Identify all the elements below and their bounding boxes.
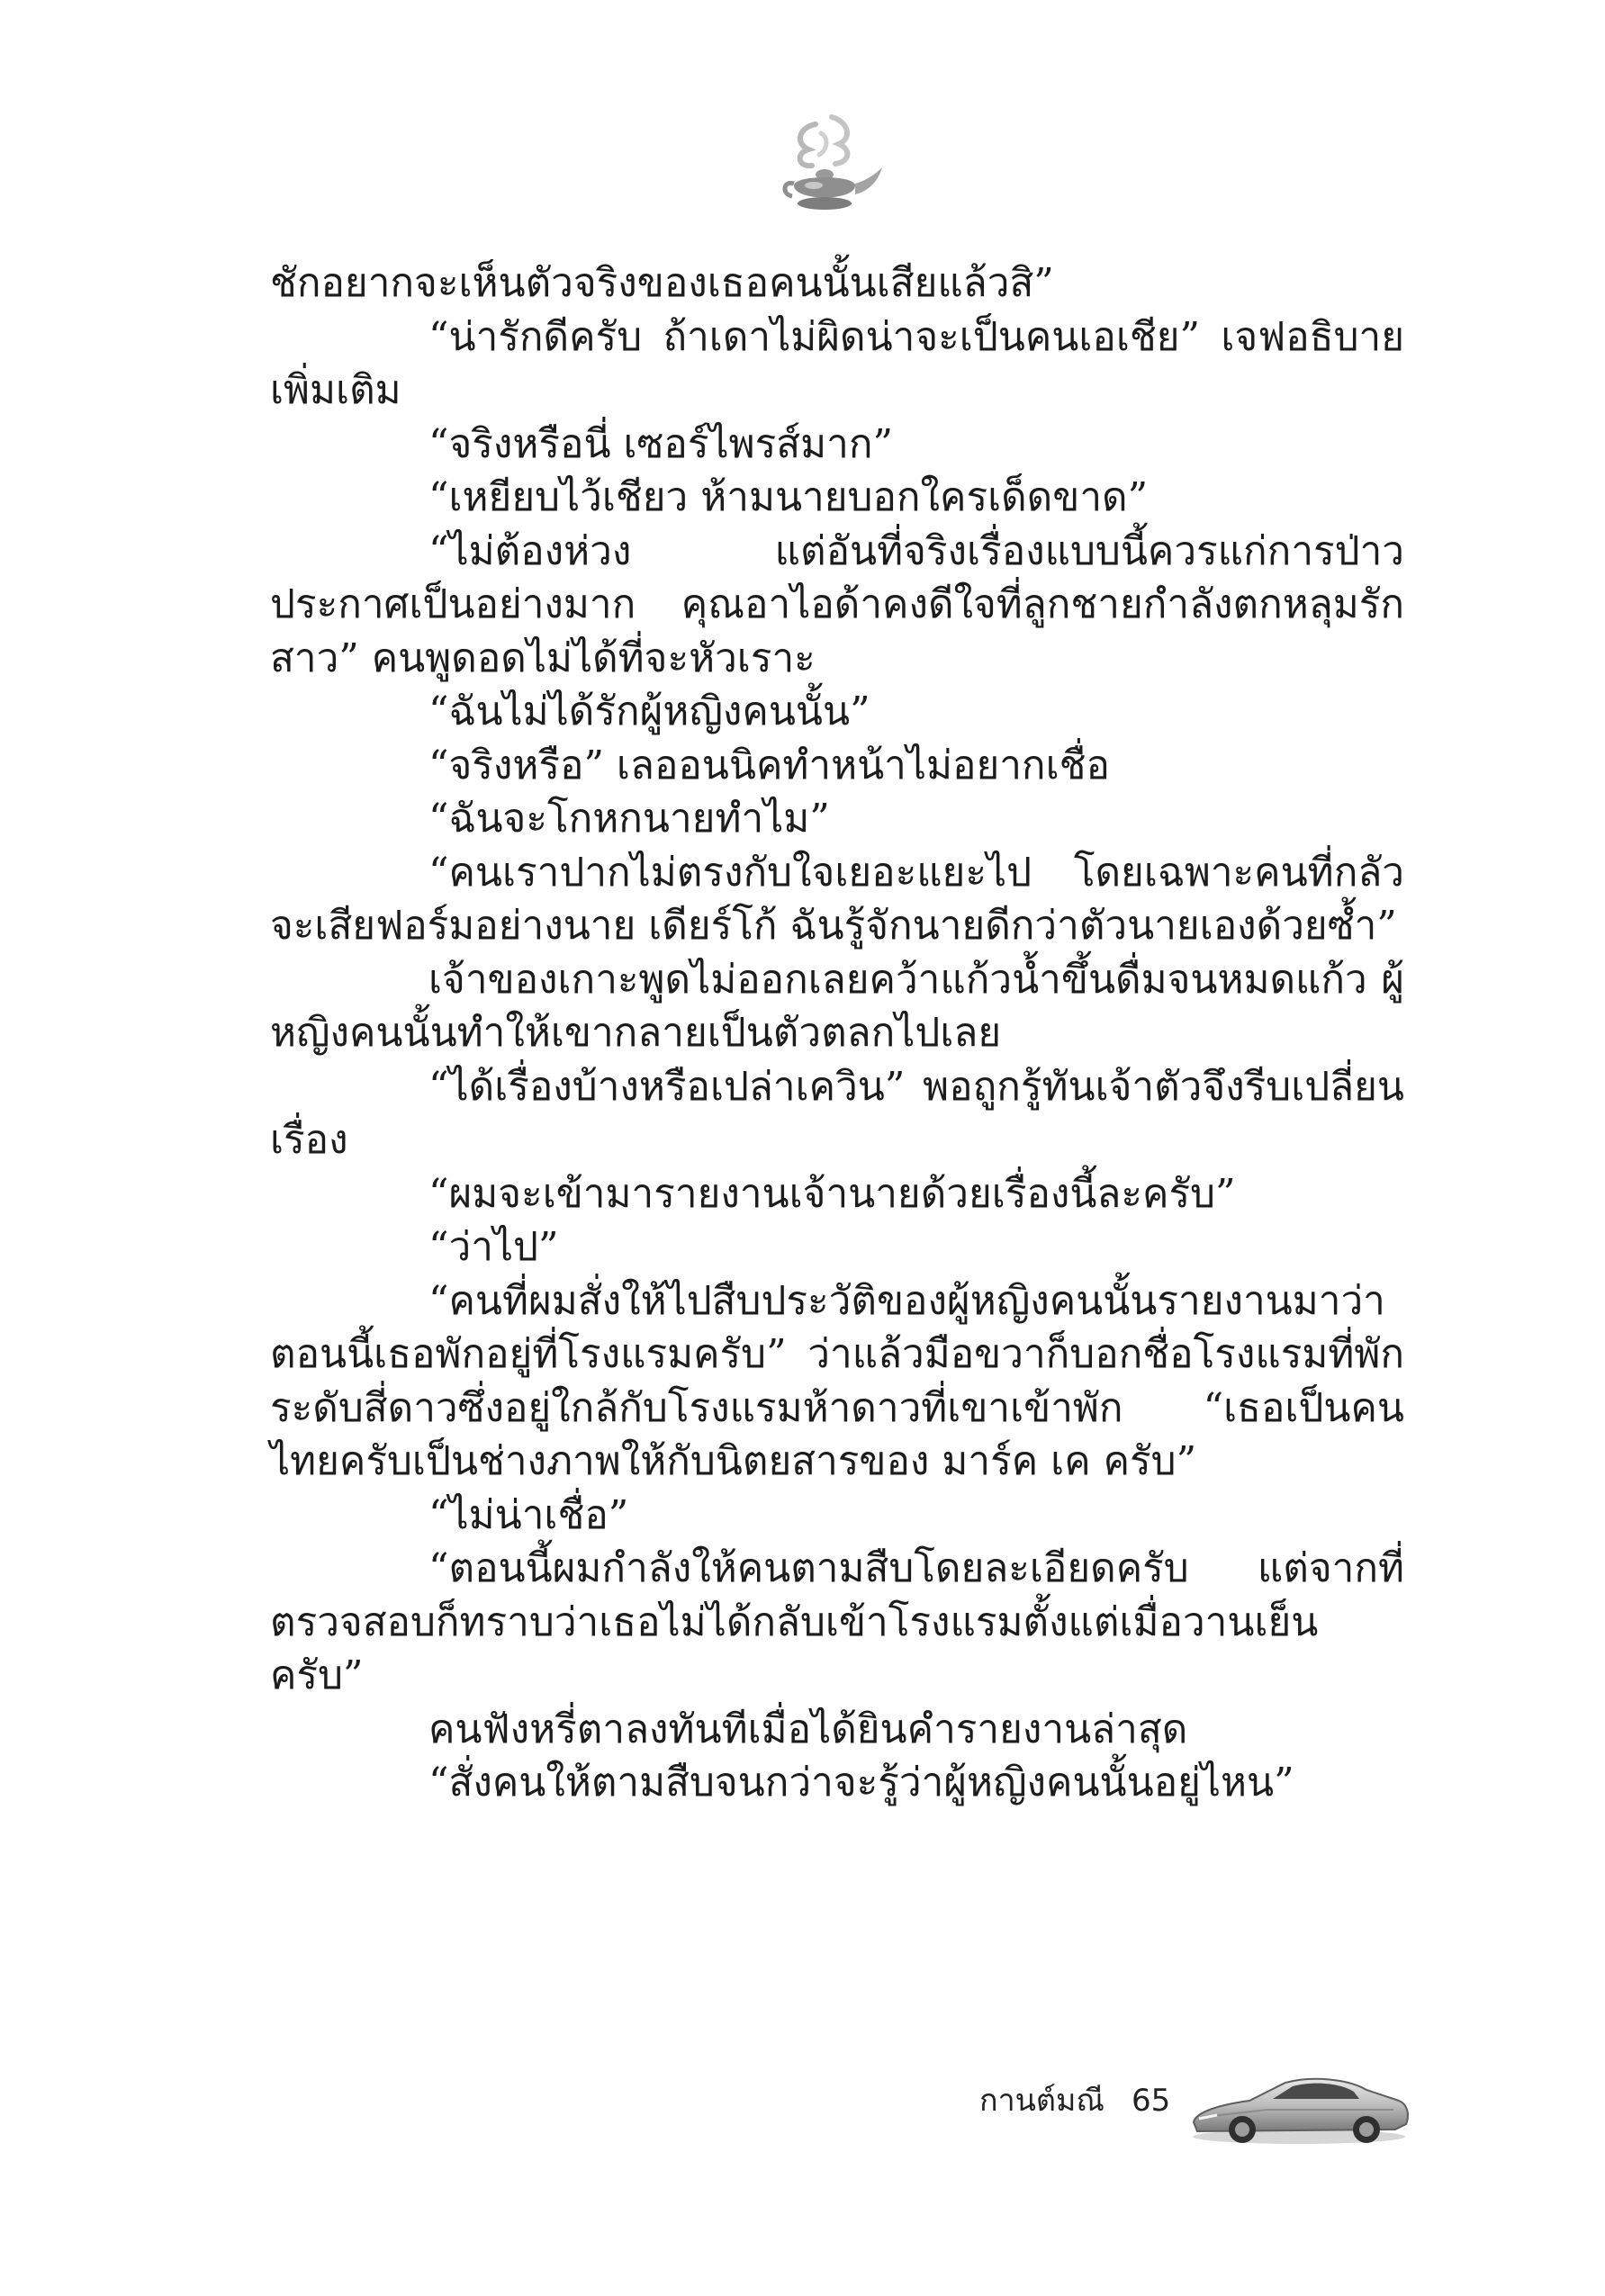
paragraph: “ผมจะเข้ามารายงานเจ้านายด้วยเรื่องนี้ละครับ” [428,1170,1236,1217]
paragraph: “ว่าไป” [428,1224,559,1270]
paragraph: “น่ารักดีครับ ถ้าเดาไม่ผิดน่าจะเป็นคนเอเชีย” เจฟอธิบายเพิ่มเติม [270,313,1404,413]
author-name: กานต์มณี [979,2083,1105,2119]
paragraph: “ฉันจะโกหกนายทำไม” [428,796,830,842]
paragraph: “จริงหรือ” เลออนนิคทำหน้าไม่อยากเชื่อ [428,742,1110,788]
body-text [270,257,1404,1810]
sports-car-icon [1186,2059,1411,2149]
paragraph: “จริงหรือนี่ เซอร์ไพรส์มาก” [428,420,893,467]
paragraph: “ได้เรื่องบ้างหรือเปล่าเควิน” พอถูกรู้ทันเจ้าตัวจึงรีบเปลี่ยนเรื่อง [270,1063,1404,1163]
paragraph: “เหยียบไว้เชียว ห้ามนายบอกใครเด็ดขาด” [428,474,1149,520]
paragraph: “ฉันไม่ได้รักผู้หญิงคนนั้น” [428,689,870,734]
paragraph: “คนที่ผมสั่งให้ไปสืบประวัติของผู้หญิงคนนั้นรายงานมาว่าตอนนี้เธอพักอยู่ที่โรงแรมครับ” ว่าแล้วมือขวาก็บอกชื่อโรงแรมที่พักระดับสี่ดาวซึ่งอยู่ใกล้กับโรงแรมห้าดาวที่เขาเข้าพัก “เธอเป็นคนไทยครับเป็นช่างภาพให้กับนิตยสารของ มาร์ค เค ครับ” [270,1277,1404,1484]
teapot-ornament-icon [762,108,888,234]
paragraph: “สั่งคนให้ตามสืบจนกว่าจะรู้ว่าผู้หญิงคนนั้นอยู่ไหน” [428,1760,1294,1805]
paragraph: “ตอนนี้ผมกำลังให้คนตามสืบโดยละเอียดครับ แต่จากที่ตรวจสอบก็ทราบว่าเธอไม่ได้กลับเข้าโรงแรมตั้งแต่เมื่อวานเย็นครับ” [270,1545,1404,1698]
footer-caption [979,2075,1170,2124]
paragraph: “ไม่ต้องห่วง แต่อันที่จริงเรื่องแบบนี้ควรแก่การป่าวประกาศเป็นอย่างมาก คุณอาไอด้าคงดีใจที่ลูกชายกำลังตกหลุมรักสาว” คนพูดอดไม่ได้ที่จะหัวเราะ [270,527,1404,681]
page-number: 65 [1131,2083,1171,2119]
paragraph: “คนเราปากไม่ตรงกับใจเยอะแยะไป โดยเฉพาะคนที่กลัวจะเสียฟอร์มอย่างนาย เดียร์โก้ ฉันรู้จักนายดีกว่าตัวนายเองด้วยซ้ำ” [270,849,1404,949]
page-footer [0,2056,1605,2146]
paragraph: ชักอยากจะเห็นตัวจริงของเธอคนนั้นเสียแล้วสิ” [270,260,1054,306]
paragraph: เจ้าของเกาะพูดไม่ออกเลยคว้าแก้วน้ำขึ้นดื่มจนหมดแก้ว ผู้หญิงคนนั้นทำให้เขากลายเป็นตัวตลกไปเลย [270,956,1404,1056]
paragraph: คนฟังหรี่ตาลงทันทีเมื่อได้ยินคำรายงานล่าสุด [428,1706,1188,1752]
paragraph: “ไม่น่าเชื่อ” [428,1491,629,1538]
